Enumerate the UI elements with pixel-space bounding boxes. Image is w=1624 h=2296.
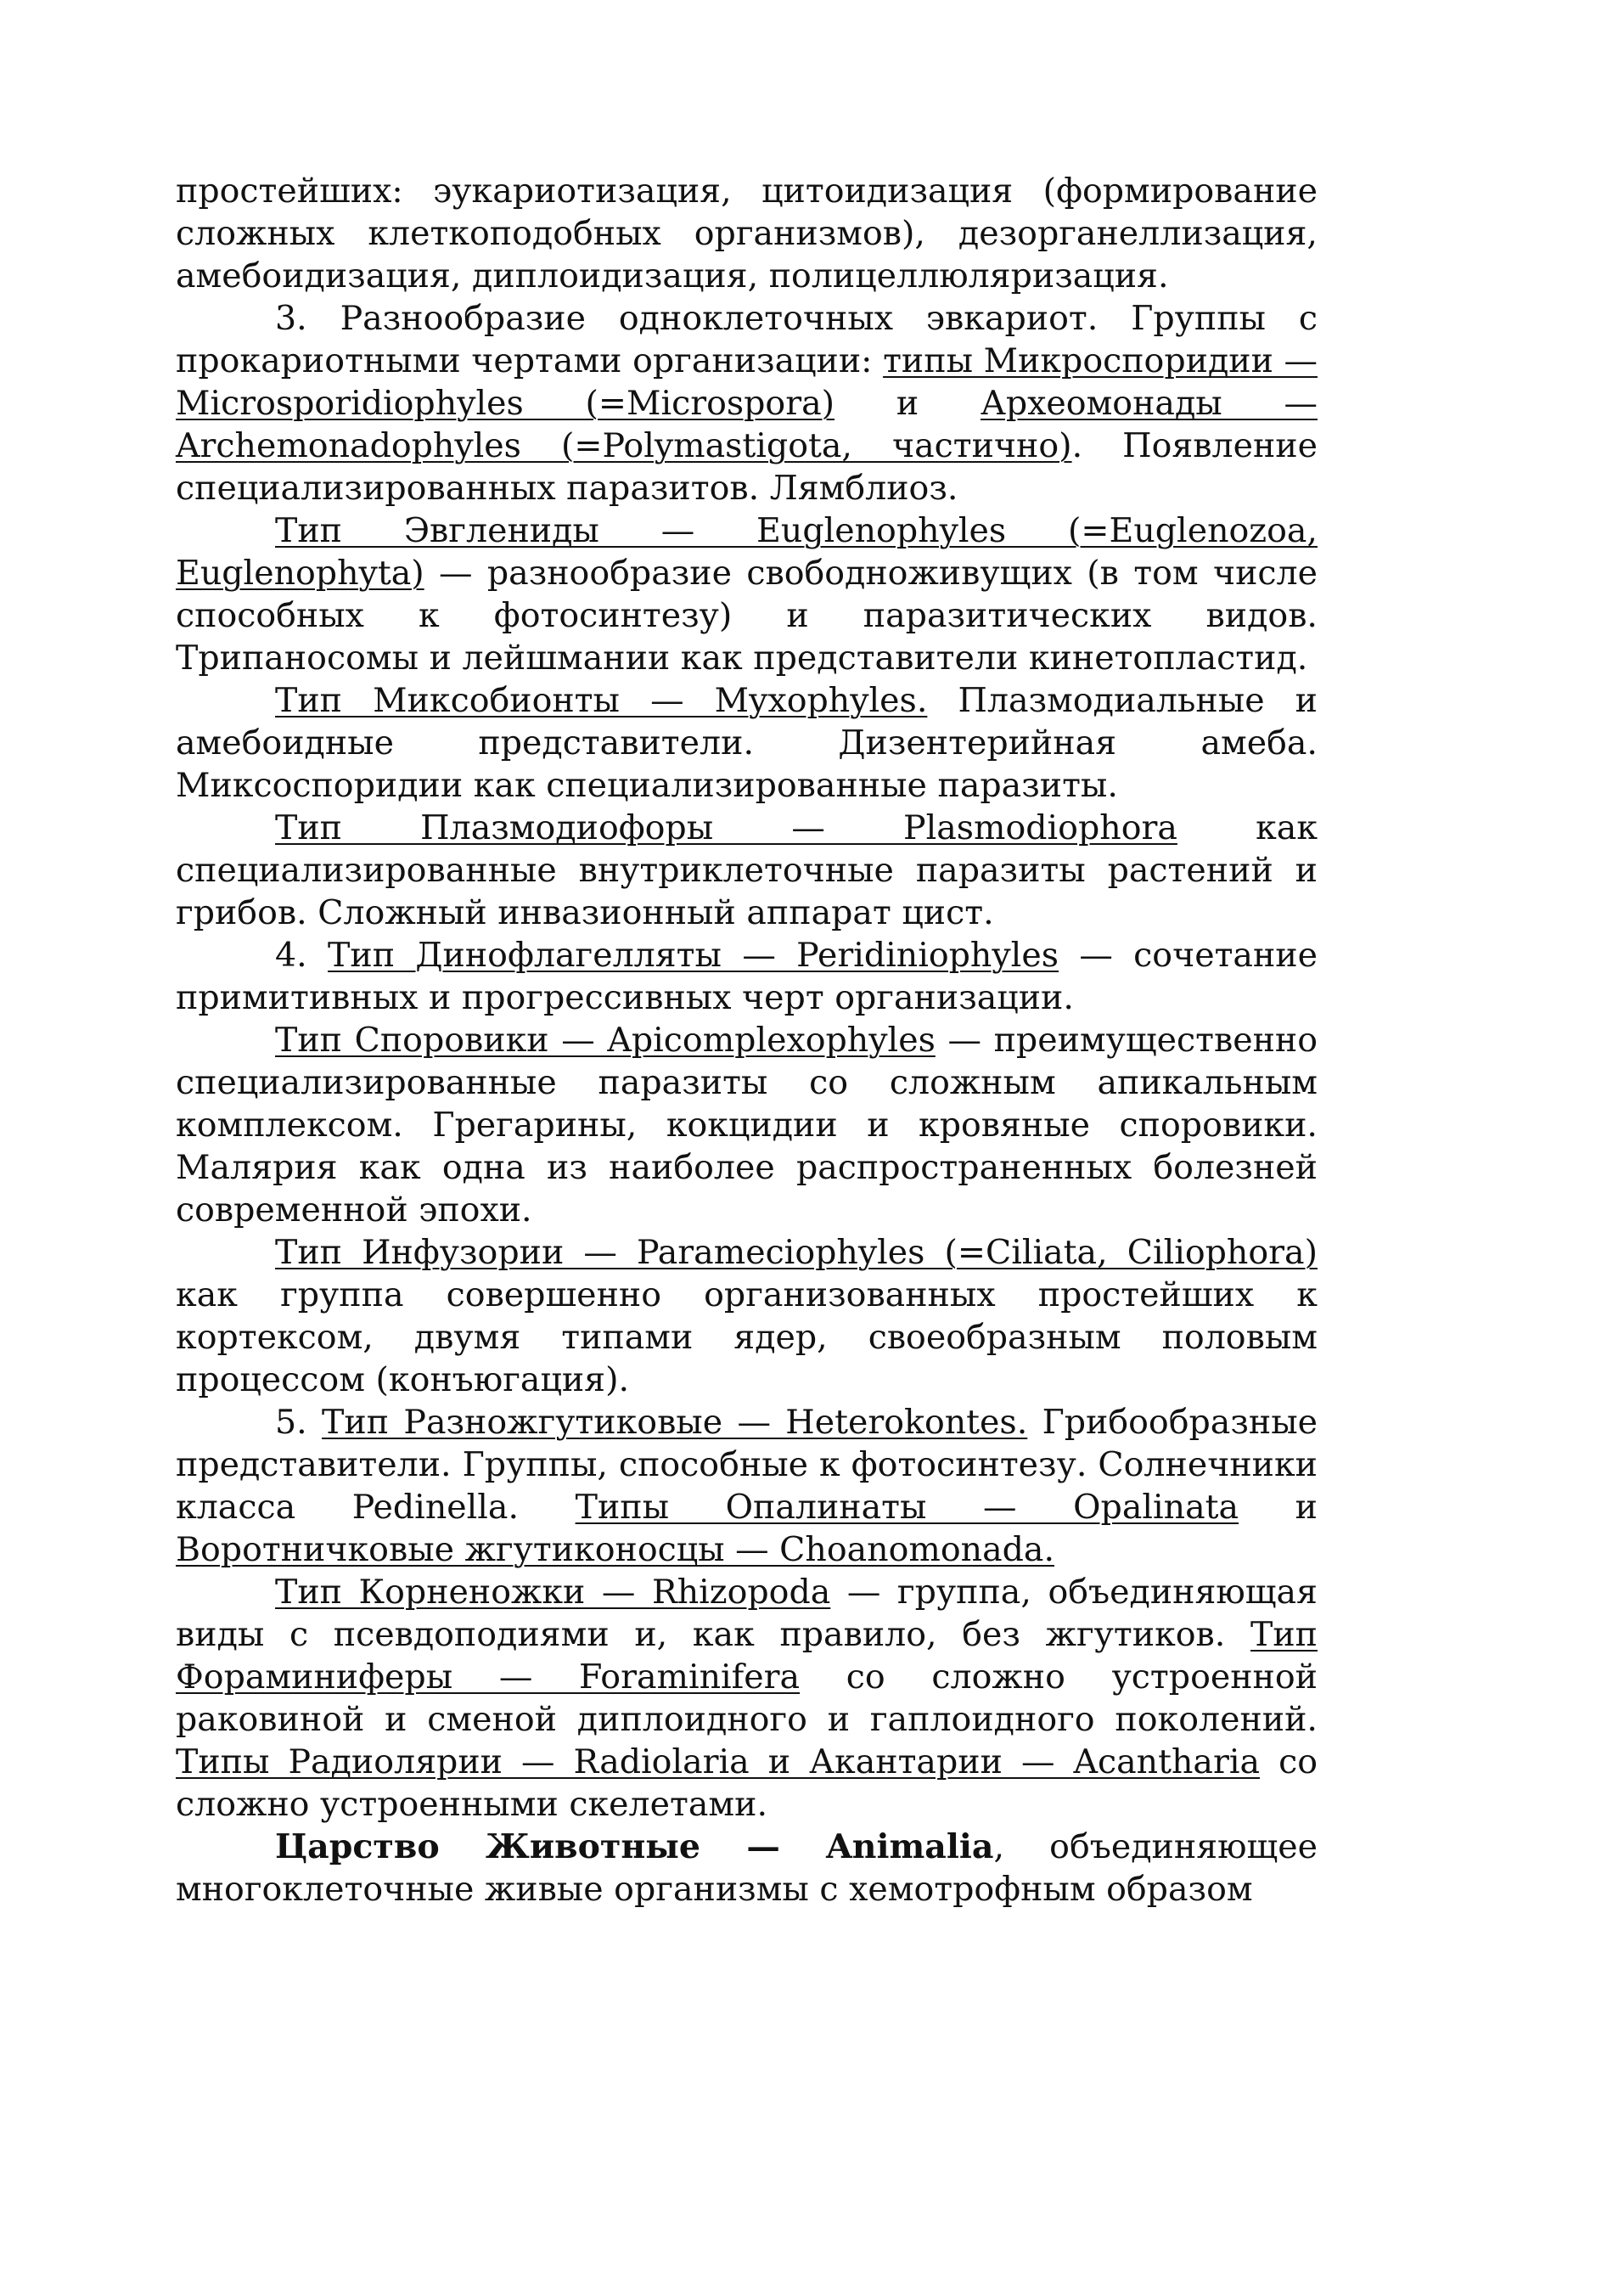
paragraph-intro-continuation [176, 170, 1318, 297]
underlined-term-foraminifera: Тип Фораминиферы — Foraminifera [176, 1615, 1318, 1697]
text-run: . Появление специализированных паразитов. Лямблиоз. [176, 426, 1318, 508]
text-run: — преимущественно специализированные паразиты со сложным апикальным комплексом. Грегарины, кокцидии и кровяные споровики. Малярия как одна из наиболее распространенных болезней современной эпохи. [176, 1021, 1318, 1230]
underlined-term-euglenophyles: Тип Эвглениды — Euglenophyles (=Euglenozoa, Euglenophyta) [176, 511, 1318, 593]
underlined-term-opalinata: Типы Опалинаты — Opalinata [575, 1488, 1239, 1527]
bold-term-animalia: Царство Животные — Animalia [275, 1827, 994, 1866]
text-run: как группа совершенно организованных простейших к кортексом, двумя типами ядер, своеобразным половым процессом (конъюгация). [176, 1275, 1318, 1399]
paragraph-unicellular-diversity [176, 297, 1318, 509]
paragraph-rhizopoda [176, 1571, 1318, 1826]
text-run: 3. Разнообразие одноклеточных эвкариот. Группы с прокариотными чертами организации: [176, 299, 1318, 380]
text-run: — сочетание примитивных и прогрессивных черт организации. [176, 936, 1318, 1017]
paragraph-heterokontes [176, 1401, 1318, 1571]
paragraph-plasmodiophora [176, 807, 1318, 934]
paragraph-euglenophyles [176, 509, 1318, 679]
paragraph-myxophyles [176, 679, 1318, 807]
underlined-term-archemonads: Археомонады — Archemonadophyles (=Polymastigota, частично) [176, 384, 1318, 465]
underlined-term-myxophyles: Тип Миксобионты — Myxophyles. [275, 681, 928, 720]
underlined-term-rhizopoda: Тип Корненожки — Rhizopoda [275, 1573, 831, 1612]
underlined-term-plasmodiophora: Тип Плазмодиофоры — Plasmodiophora [275, 808, 1177, 847]
underlined-term-parameciophyles: Тип Инфузории — Parameciophyles (=Ciliata, Ciliophora) [275, 1233, 1318, 1272]
underlined-term-radiolaria-acantharia: Типы Радиолярии — Radiolaria и Акантарии — Acantharia [176, 1742, 1261, 1781]
text-run: как специализированные внутриклеточные паразиты растений и грибов. Сложный инвазионный аппарат цист. [176, 808, 1318, 932]
text-run: — разнообразие свободноживущих (в том числе способных к фотосинтезу) и паразитических видов. Трипаносомы и лейшмании как представители кинетопластид. [176, 554, 1318, 678]
text-run: Плазмодиальные и амебоидные представители. Дизентерийная амеба. Миксоспоридии как специализированные паразиты. [176, 681, 1318, 805]
page-body [176, 170, 1318, 1911]
text-run: — группа, объединяющая виды с псевдоподиями и, как правило, без жгутиков. [176, 1573, 1318, 1654]
underlined-term-apicomplexophyles: Тип Споровики — Apicomplexophyles [275, 1021, 936, 1060]
text-run: Грибообразные представители. Группы, способные к фотосинтезу. Солнечники класса Pedinella. [176, 1403, 1318, 1527]
text-run: со сложно устроенной раковиной и сменой диплоидного и гаплоидного поколений. [176, 1657, 1318, 1739]
text-run: и [834, 384, 981, 423]
text-run: , объединяющее многоклеточные живые организмы с хемотрофным образом [176, 1827, 1318, 1909]
underlined-term-choanomonada: Воротничковые жгутиконосцы — Choanomonada. [176, 1530, 1055, 1569]
underlined-term-microsporidia: типы Микроспоридии — Microsporidiophyles (=Microspora) [176, 341, 1318, 423]
paragraph-peridiniophyles [176, 934, 1318, 1019]
paragraph-apicomplexophyles [176, 1019, 1318, 1231]
text-run: простейших: эукариотизация, цитоидизация (формирование сложных клеткоподобных организмов), дезорганеллизация, амебоидизация, диплоидизация, полицеллюляризация. [176, 172, 1318, 295]
underlined-term-peridiniophyles: Тип Динофлагелляты — Peridiniophyles [328, 936, 1059, 975]
text-run: 5. [275, 1403, 323, 1442]
paragraph-animalia [176, 1826, 1318, 1911]
text-run: 4. [275, 936, 329, 975]
underlined-term-heterokontes: Тип Разножгутиковые — Heterokontes. [322, 1403, 1028, 1442]
text-run: и [1239, 1488, 1318, 1527]
paragraph-parameciophyles [176, 1231, 1318, 1401]
text-run: со сложно устроенными скелетами. [176, 1742, 1318, 1824]
